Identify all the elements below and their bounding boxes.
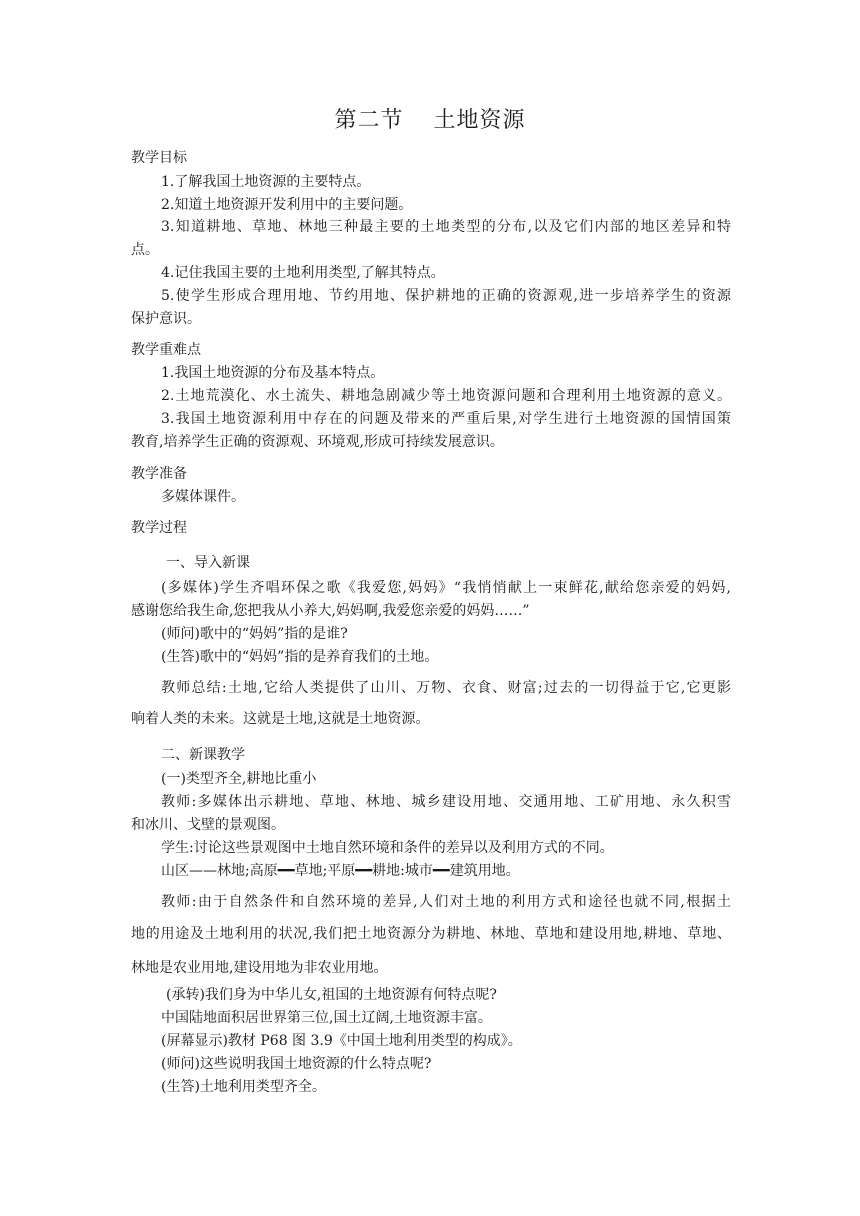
heading-preparation: 教学准备 [131,466,187,482]
student-discussion: 学生:讨论这些景观图中土地自然环境和条件的差异以及利用方式的不同。 [161,840,614,856]
student-answer: (生答)歌中的“妈妈”指的是养育我们的土地。 [161,649,439,665]
goal-3-line-2: 点。 [131,242,159,258]
screen-display: (屏幕显示)教材 P68 图 3.9《中国土地利用类型的构成》。 [161,1033,522,1049]
section-name: 土地资源 [433,108,526,133]
student-answer-2: (生答)土地利用类型齐全。 [161,1079,326,1095]
section-number: 第二节 [334,108,404,133]
teacher-explain-line-2: 地的用途及土地利用的状况,我们把土地资源分为耕地、林地、草地和建设用地,耕地、草地、 [131,926,731,942]
page-title [0,104,860,138]
goal-1: 1.了解我国土地资源的主要特点。 [161,174,371,190]
goal-5-line-1: 5.使学生形成合理用地、节约用地、保护耕地的正确的资源观,进一步培养学生的资源 [161,288,731,304]
heading-teaching-goals: 教学目标 [131,150,187,166]
key-point-3-line-2: 教育,培养学生正确的资源观、环境观,形成可持续发展意识。 [131,434,504,450]
intro-paragraph-line-2: 感谢您给我生命,您把我从小养大,妈妈啊,我爱您亲爱的妈妈……” [131,603,530,619]
teacher-question-2: (师问)这些说明我国土地资源的什么特点呢? [161,1056,432,1072]
key-point-3-line-1: 3.我国土地资源利用中存在的问题及带来的严重后果,对学生进行土地资源的国情国策 [161,411,731,427]
teacher-media-line-1: 教师:多媒体出示耕地、草地、林地、城乡建设用地、交通用地、工矿用地、永久积雪 [161,794,731,810]
teacher-question: (师问)歌中的“妈妈”指的是谁? [161,626,348,642]
teacher-media-line-2: 和冰川、戈壁的景观图。 [131,817,285,833]
section-new-lesson: 二、新课教学 [161,747,245,763]
key-point-2: 2.土地荒漠化、水土流失、耕地急剧减少等土地资源问题和合理利用土地资源的意义。 [161,388,731,404]
key-point-1: 1.我国土地资源的分布及基本特点。 [161,365,385,381]
section-intro: 一、导入新课 [166,555,250,571]
preparation-text: 多媒体课件。 [161,489,245,505]
goal-3-line-1: 3.知道耕地、草地、林地三种最主要的土地类型的分布,以及它们内部的地区差异和特 [161,219,731,235]
subsection-one: (一)类型齐全,耕地比重小 [161,771,317,787]
teacher-summary-line-1: 教师总结:土地,它给人类提供了山川、万物、衣食、财富;过去的一切得益于它,它更影 [161,680,731,696]
transition-question: (承转)我们身为中华儿女,祖国的土地资源有何特点呢? [166,987,497,1003]
heading-process: 教学过程 [131,520,187,536]
teacher-explain-line-1: 教师:由于自然条件和自然环境的差异,人们对土地的利用方式和途径也就不同,根据土 [161,894,731,910]
land-types-mapping: 山区——林地;高原━━草地;平原━━耕地:城市━━建筑用地。 [161,863,520,879]
heading-key-points: 教学重难点 [131,342,201,358]
intro-paragraph-line-1: (多媒体)学生齐唱环保之歌《我爱您,妈妈》“我悄悄献上一束鲜花,献给您亲爱的妈妈, [161,580,731,596]
goal-5-line-2: 保护意识。 [131,311,201,327]
teacher-summary-line-2: 响着人类的未来。这就是土地,这就是土地资源。 [131,711,430,727]
land-area-fact: 中国陆地面积居世界第三位,国土辽阔,土地资源丰富。 [161,1010,492,1026]
goal-4: 4.记住我国主要的土地利用类型,了解其特点。 [161,265,445,281]
teacher-explain-line-3: 林地是农业用地,建设用地为非农业用地。 [131,960,388,976]
goal-2: 2.知道土地资源开发利用中的主要问题。 [161,197,413,213]
